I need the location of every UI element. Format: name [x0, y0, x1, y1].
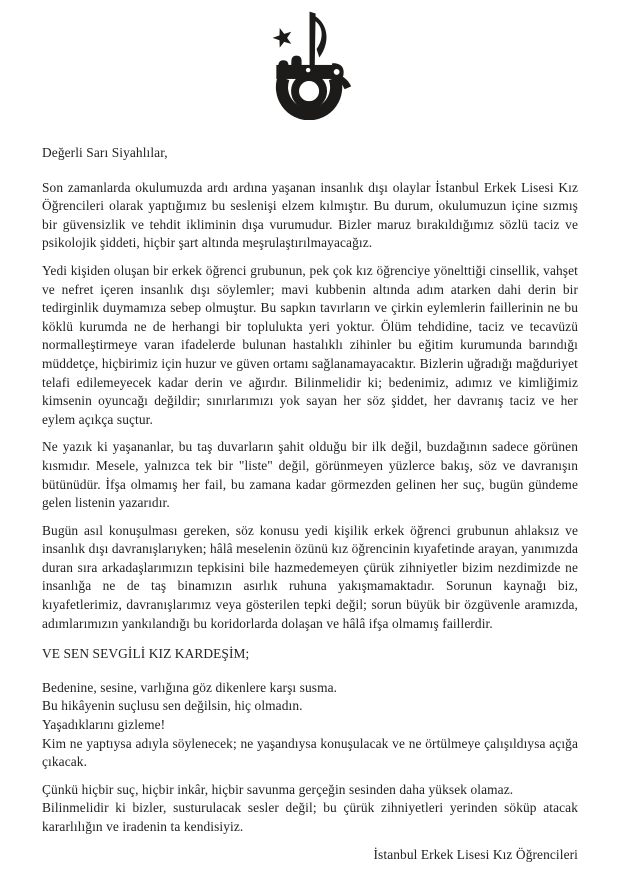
- address-line: Yaşadıklarını gizleme!: [42, 717, 166, 733]
- address-line: Kim ne yaptıysa adıyla söylenecek; ne yaşandıysa konuşulacak ve ne örtülmeye çalışıldıysa açığa çıkacak.: [42, 735, 578, 770]
- paragraph-3: Ne yazık ki yaşananlar, bu taş duvarların şahit olduğu bir ilk değil, buzdağının sadece görünen kısmıdır. Mesele, yalnızca tek bir "liste" değil, görünmeyen yüzlerce bakış, söz ve davranışın bütünüdür. İfşa olmamış her fail, bu zamana kadar görmezden gelinen her suç, bugün gündeme gelen listenin yazarıdır.: [42, 439, 578, 511]
- paragraph-4: Bugün asıl konuşulması gereken, söz konusu yedi kişilik erkek öğrenci grubunun ahlaksız ve insanlık dışı davranışlarıyken; hâlâ meselenin özünü kız öğrencinin kıyafetinde arayan, yanımızda duran sıra arkadaşlarımızın tepkisini bile hazmedemeyen çürük zihniyetler bizim nezdimizde ne insanlığa ne de taş binamızın asırlık ruhuna yakışmamaktadır. Sorunun kaynağı biz, kıyafetlerimiz, davranışlarımız veya gösterilen tepki değil; sorun büyük bir özgüvenle aramızda, adımlarımızın yankılandığı bu koridorlarda dolaşan ve hâlâ ifşa olmamış faillerdir.: [42, 522, 578, 631]
- address-line: Bedenine, sesine, varlığına göz dikenlere karşı susma.: [42, 679, 338, 695]
- paragraph-1: Son zamanlarda okulumuzda ardı ardına yaşanan insanlık dışı olaylar İstanbul Erkek Lisesi Kız Öğrencileri olarak yaptığımız bu seslenişi elzem kılmıştır. Bu durum, okulumuzun içine sızmış bir güvensizlik ve tehdit ikliminin dışa vurumudur. Bizler maruz bırakıldığımız sözlü taciz ve psikolojik şiddeti, hiçbir şart altında meşrulaştırılmayacağız.: [42, 179, 578, 251]
- school-emblem-logo: [42, 8, 578, 120]
- address-lines: [42, 679, 578, 772]
- closing-lines: [42, 781, 578, 837]
- address-line: Bu hikâyenin suçlusu sen değilsin, hiç olmadın.: [42, 698, 303, 714]
- letter-body: [42, 144, 578, 864]
- closing-line: Çünkü hiçbir suç, hiçbir inkâr, hiçbir savunma gerçeğin sesinden daha yüksek olamaz.: [42, 781, 514, 797]
- section-heading: VE SEN SEVGİLİ KIZ KARDEŞİM;: [42, 646, 250, 662]
- star-icon: [270, 25, 294, 49]
- calligraphy-emblem-icon: [267, 8, 353, 120]
- closing-line: Bilinmelidir ki bizler, susturulacak sesler değil; bu çürük zihniyetleri yerinden söküp atacak kararlılığın ve iradenin ta kendisiyiz.: [42, 800, 578, 834]
- paragraph-2: Yedi kişiden oluşan bir erkek öğrenci grubunun, pek çok kız öğrenciye yönelttiği cinsellik, vahşet ve nefret içeren insanlık dışı söylemler; mavi kubbenin altında adım atarken dahi derin bir tedirginlik duymamıza sebep olmuştur. Bu sapkın tavırların ve çirkin eylemlerin faillerinin ne bu köklü kurumda ne de herhangi bir toplulukta yeri yoktur. Ölüm tehdidine, taciz ve tecavüzü normalleştirmeye varan ifadelerde bulunan hastalıklı zihinler bu eğitim kurumunda barındığı müddetçe, hiçbirimiz için huzur ve güven ortamı sağlanamayacaktır. Bizlerin uğradığı mağduriyet telafi edilemeyecek kadar derin ve ağırdır. Bilinmelidir ki; bedenimiz, adımız ve kimliğimiz kimsenin oyuncağı değildir; sınırlarımızı yok sayan her söz şiddet, her davranış taciz ve her eylem açıkça suçtur.: [42, 262, 578, 427]
- salutation: Değerli Sarı Siyahlılar,: [42, 145, 168, 160]
- signature: İstanbul Erkek Lisesi Kız Öğrencileri: [373, 846, 578, 862]
